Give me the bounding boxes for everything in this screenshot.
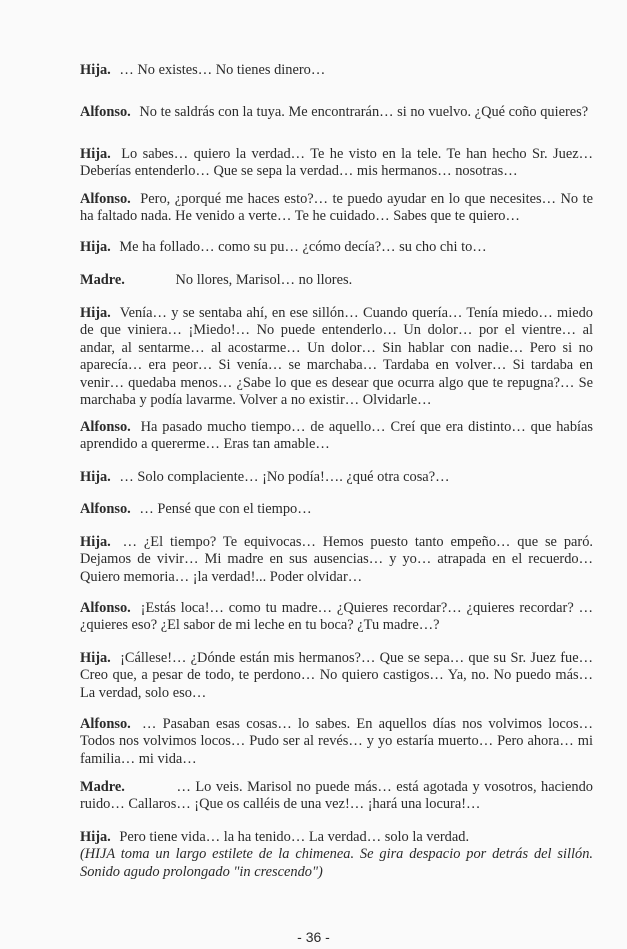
dialogue-line [80, 146, 593, 181]
dialogue-line [80, 650, 593, 702]
dialogue-text: Pero tiene vida… la ha tenido… La verdad… solo la verdad. [119, 829, 470, 845]
dialogue-text: No llores, Marisol… no llores. [175, 272, 353, 288]
speaker-name: Madre. [80, 779, 125, 795]
dialogue-text: … Lo veis. Marisol no puede más… está agotada y vosotros, haciendo ruido… Callaros… ¡Que os calléis de una vez!… ¡hará una locura!… [80, 779, 593, 813]
dialogue-line [80, 829, 593, 881]
dialogue-text: ¡Estás loca!… como tu madre… ¿Quieres recordar?… ¿quieres recordar? … ¿quieres eso? ¿El sabor de mi leche en tu boca? ¿Tu madre…? [80, 600, 593, 634]
dialogue-line [80, 779, 593, 814]
dialogue-text: ¡Cállese!… ¿Dónde están mis hermanos?… Que se sepa… que su Sr. Juez fue… Creo que, a pesar de todo, te perdono… No quiero castigos… Ya, no. No puedo más… La verdad, solo eso… [80, 650, 593, 701]
dialogue-text: Venía… y se sentaba ahí, en ese sillón… Cuando quería… Tenía miedo… miedo de que viniera… ¡Miedo!… No puede entenderlo… Un dolor… por el vientre… al andar, al sentarme… al acostarme… Un dolor… Sin hablar con nadie… Pero si no aparecía… era peor… Si venía… se marchaba… Tardaba en volver… Si tardaba en venir… quedaba menos… ¿Sabe lo que es desear que ocurra algo que te repugna?… Se marchaba y podía lavarme. Volver a no existir… Olvidarle… [80, 305, 593, 409]
dialogue-text: … Solo complaciente… ¡No podía!…. ¿qué otra cosa?… [119, 469, 450, 485]
speaker-name: Hija. [80, 469, 111, 485]
page-number: - 36 - [297, 929, 330, 945]
speaker-name: Alfonso. [80, 191, 131, 207]
dialogue-line [80, 716, 593, 768]
dialogue-text: Lo sabes… quiero la verdad… Te he visto en la tele. Te han hecho Sr. Juez… Deberías entenderlo… Que se sepa la verdad… mis hermanos… nosotras… [80, 146, 593, 180]
dialogue-line [80, 501, 593, 518]
speaker-name: Alfonso. [80, 600, 131, 616]
speaker-name: Hija. [80, 829, 111, 845]
speaker-name: Hija. [80, 62, 111, 78]
speaker-name: Hija. [80, 239, 111, 255]
dialogue-text: … No existes… No tienes dinero… [119, 62, 326, 78]
dialogue-text: Pero, ¿porqué me haces esto?… te puedo ayudar en lo que necesites… No te ha faltado nada. He venido a verte… Te he cuidado… Sabes que te quiero… [80, 191, 594, 225]
speaker-name: Alfonso. [80, 104, 131, 120]
speaker-name: Hija. [80, 146, 111, 162]
speaker-name: Alfonso. [80, 716, 131, 732]
speaker-name: Madre. [80, 272, 125, 288]
speaker-name: Alfonso. [80, 501, 131, 517]
dialogue-text: Ha pasado mucho tiempo… de aquello… Creí que era distinto… que habías aprendido a quererme… Eras tan amable… [80, 419, 593, 453]
dialogue-line [80, 104, 593, 121]
dialogue-line [80, 62, 593, 79]
dialogue-line [80, 239, 593, 256]
dialogue-line [80, 305, 593, 409]
dialogue-text: … ¿El tiempo? Te equivocas… Hemos puesto tanto empeño… que se paró. Dejamos de vivir… Mi madre en sus ausencias… y yo… atrapada en el recuerdo… Quiero memoria… ¡la verdad!... Poder olvidar… [80, 534, 593, 585]
speaker-name: Hija. [80, 534, 111, 550]
dialogue-text: Me ha follado… como su pu… ¿cómo decía?… su cho chi to… [119, 239, 487, 255]
dialogue-text: … Pensé que con el tiempo… [139, 501, 312, 517]
speaker-name: Hija. [80, 305, 111, 321]
dialogue-line [80, 191, 593, 226]
stage-direction: (HIJA toma un largo estilete de la chimenea. Se gira despacio por detrás del sillón. Sonido agudo prolongado "in crescendo") [80, 846, 593, 880]
dialogue-line [80, 600, 593, 635]
dialogue-line [80, 272, 593, 289]
dialogue-text: No te saldrás con la tuya. Me encontrarán… si no vuelvo. ¿Qué coño quieres? [139, 104, 589, 120]
speaker-name: Alfonso. [80, 419, 131, 435]
speaker-name: Hija. [80, 650, 111, 666]
dialogue-line [80, 469, 593, 486]
dialogue-line [80, 419, 593, 454]
dialogue-line [80, 534, 593, 586]
dialogue-text: … Pasaban esas cosas… lo sabes. En aquellos días nos volvimos locos… Todos nos volvimos locos… Pudo ser al revés… y yo estaría muerto… Pero ahora… mi familia… mi vida… [80, 716, 593, 767]
